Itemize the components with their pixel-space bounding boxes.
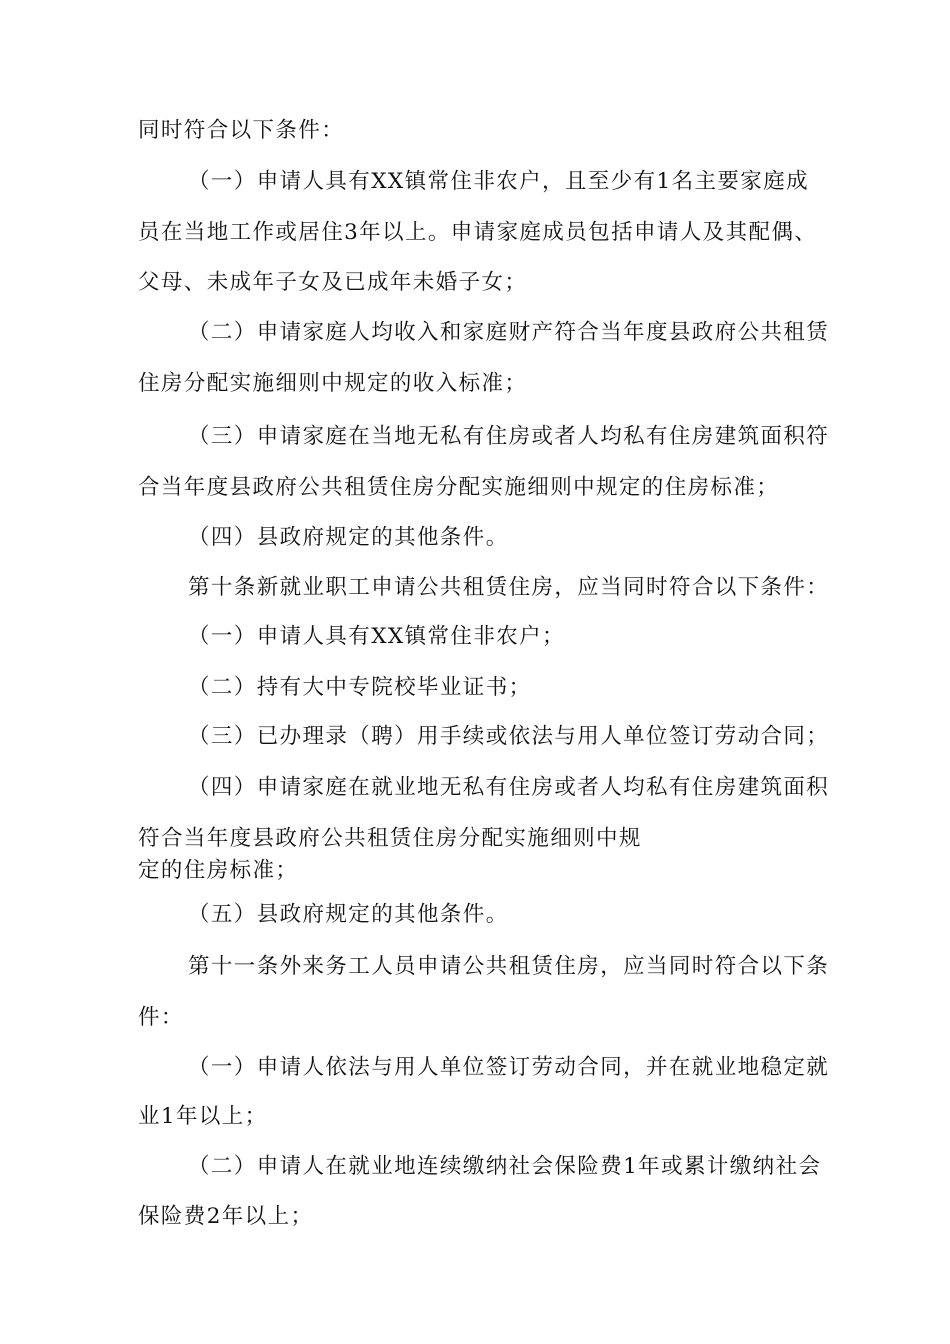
text-line: 业1年以上； bbox=[138, 1104, 268, 1129]
text-line: 员在当地工作或居住3年以上。申请家庭成员包括申请人及其配偶、 bbox=[138, 220, 818, 245]
text-line: 同时符合以下条件： bbox=[138, 118, 345, 143]
text-line: （四）申请家庭在就业地无私有住房或者人均私有住房建筑面积 bbox=[188, 775, 830, 800]
text-line: 第十条新就业职工申请公共租赁住房，应当同时符合以下条件： bbox=[188, 575, 830, 600]
text-line: （二）申请家庭人均收入和家庭财产符合当年度县政府公共租赁 bbox=[188, 320, 830, 345]
text-line: （一）申请人具有XX镇常住非农户，且至少有1名主要家庭成 bbox=[188, 169, 809, 194]
text-line: （一）申请人依法与用人单位签订劳动合同，并在就业地稳定就 bbox=[188, 1055, 830, 1080]
text-line: （五）县政府规定的其他条件。 bbox=[188, 902, 509, 927]
text-line: 符合当年度县政府公共租赁住房分配实施细则中规 bbox=[138, 826, 642, 851]
text-line: 定的住房标准； bbox=[138, 858, 299, 883]
text-line: 件： bbox=[138, 1005, 184, 1030]
text-line: 父母、未成年子女及已成年未婚子女； bbox=[138, 270, 528, 295]
text-line: （四）县政府规定的其他条件。 bbox=[188, 525, 509, 550]
text-line: 保险费2年以上； bbox=[138, 1204, 314, 1229]
text-line: 住房分配实施细则中规定的收入标准； bbox=[138, 371, 528, 396]
text-line: （一）申请人具有XX镇常住非农户； bbox=[188, 624, 565, 649]
text-line: （二）持有大中专院校毕业证书； bbox=[188, 675, 532, 700]
text-line: （二）申请人在就业地连续缴纳社会保险费1年或累计缴纳社会 bbox=[188, 1154, 822, 1179]
text-line: 第十一条外来务工人员申请公共租赁住房，应当同时符合以下条 bbox=[188, 954, 830, 979]
text-line: 合当年度县政府公共租赁住房分配实施细则中规定的住房标准； bbox=[138, 475, 780, 500]
text-line: （三）申请家庭在当地无私有住房或者人均私有住房建筑面积符 bbox=[188, 424, 830, 449]
text-line: （三）已办理录（聘）用手续或依法与用人单位签订劳动合同； bbox=[188, 724, 830, 749]
